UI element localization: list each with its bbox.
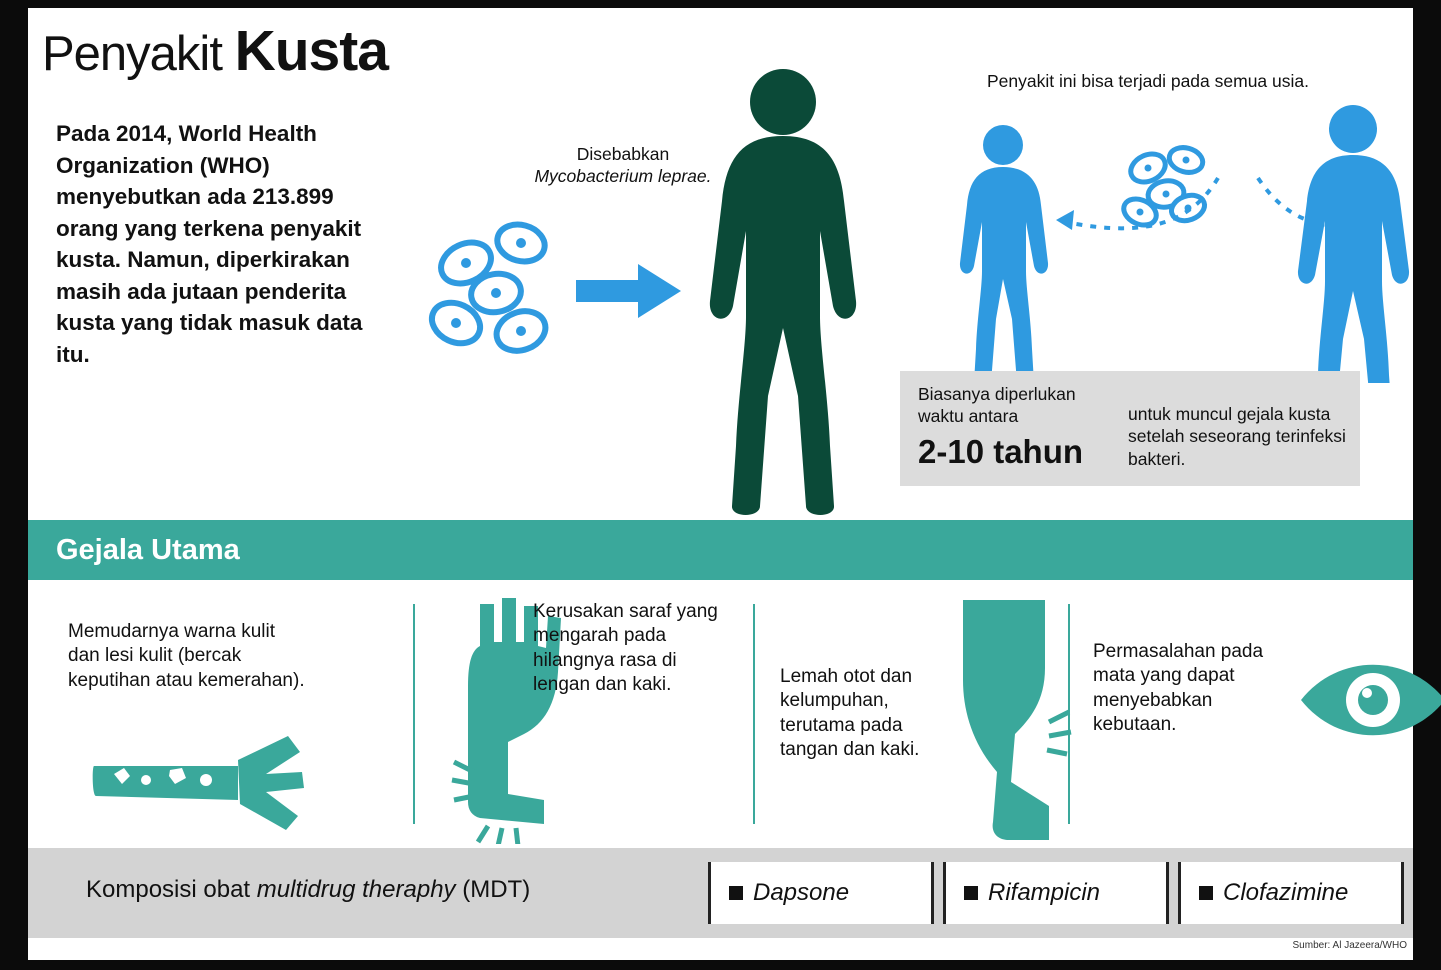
cause-line1: Disebabkan <box>576 144 670 164</box>
footer-mdt-section <box>28 848 1413 938</box>
drug-name: Dapsone <box>753 879 850 906</box>
drug-item-rifampicin <box>943 862 1169 924</box>
drug-item-dapsone <box>708 862 934 924</box>
ages-caption: Penyakit ini bisa terjadi pada semua usia. <box>987 71 1309 91</box>
incubation-box <box>900 371 1360 486</box>
symptom-3-text: Lemah otot dan kelumpuhan, terutama pada tangan dan kaki. <box>780 666 920 760</box>
arrow-right-icon <box>576 258 686 328</box>
bacteria-cluster-icon <box>426 213 596 373</box>
bullet-square-icon <box>729 886 743 900</box>
mdt-suffix: (MDT) <box>455 876 531 903</box>
drug-name: Rifampicin <box>988 879 1101 906</box>
title-bold: Kusta <box>234 19 388 83</box>
human-body-blue-right-icon <box>1283 103 1423 383</box>
mdt-label <box>86 876 530 904</box>
title-light: Penyakit <box>42 27 235 81</box>
mdt-italic: multidrug theraphy <box>256 876 456 903</box>
symptom-divider-1 <box>413 604 415 824</box>
symptom-divider-3 <box>1068 604 1070 824</box>
symptom-2-text: Kerusakan saraf yang mengarah pada hilangnya rasa di lengan dan kaki. <box>533 601 718 695</box>
drug-name: Clofazimine <box>1223 879 1349 906</box>
drug-item-clofazimine <box>1178 862 1404 924</box>
top-section <box>28 8 1413 520</box>
incubation-left-text: Biasanya diperlukan waktu antara <box>918 384 1076 427</box>
cause-line2: Mycobacterium leprae. <box>534 166 712 187</box>
incubation-duration: 2-10 tahun <box>918 433 1084 470</box>
bullet-square-icon <box>964 886 978 900</box>
page-title <box>42 18 388 84</box>
mdt-prefix: Komposisi obat <box>86 876 257 903</box>
symptoms-header-bar <box>28 520 1413 580</box>
incubation-right-text: untuk muncul gejala kusta setelah seseorang terinfeksi bakteri. <box>1128 404 1346 469</box>
symptom-1-text: Memudarnya warna kulit dan lesi kulit (bercak keputihan atau kemerahan). <box>68 621 305 691</box>
infographic-sheet <box>28 8 1413 960</box>
bullet-square-icon <box>1199 886 1213 900</box>
intro-paragraph: Pada 2014, World Health Organization (WHO) menyebutkan ada 213.899 orang yang terkena penyakit kusta. Namun, diperkirakan masih ada jutaan penderita kusta yang tidak masuk data itu. <box>56 121 363 367</box>
symptom-4-text: Permasalahan pada mata yang dapat menyebabkan kebutaan. <box>1093 641 1264 735</box>
symptoms-section <box>28 580 1413 848</box>
hand-lesions-icon <box>88 730 358 840</box>
source-credit: Sumber: Al Jazeera/WHO <box>1292 940 1407 951</box>
symptom-divider-2 <box>753 604 755 824</box>
symptoms-header-label: Gejala Utama <box>56 534 240 566</box>
leg-weakness-icon <box>953 594 1083 844</box>
eye-icon <box>1293 645 1441 755</box>
human-body-dark-icon <box>688 66 878 516</box>
